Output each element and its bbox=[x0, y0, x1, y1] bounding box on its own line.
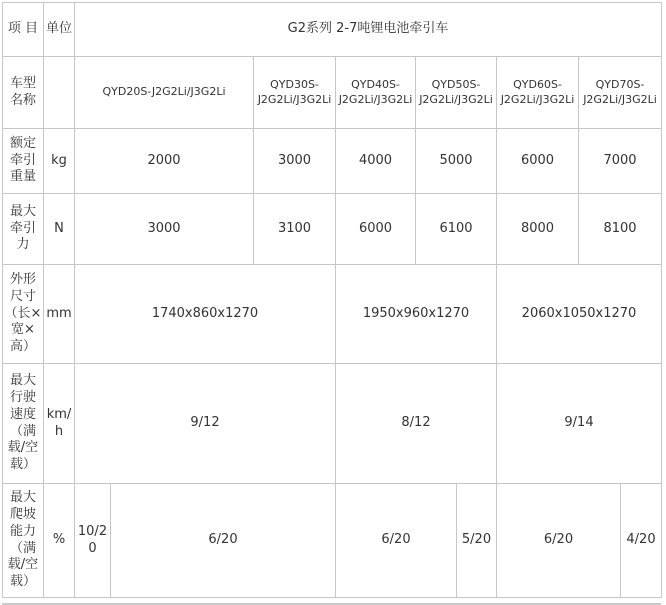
header-row bbox=[3, 3, 662, 57]
table-row-max-speed bbox=[3, 364, 662, 484]
row-unit: kg bbox=[44, 129, 75, 194]
model-name-cell: QYD50S-J2G2Li/J3G2Li bbox=[416, 57, 497, 129]
value-cell: 9/12 bbox=[75, 364, 336, 484]
series-title-cell: G2系列 2-7吨锂电池牵引车 bbox=[75, 3, 662, 57]
row-label: 车型名称 bbox=[3, 57, 44, 129]
value-cell: 2000 bbox=[75, 129, 254, 194]
value-cell: 1950x960x1270 bbox=[336, 265, 497, 364]
value-cell: 3000 bbox=[75, 194, 254, 265]
value-cell: 6/20 bbox=[497, 484, 621, 598]
row-label: 最大爬坡能力（满载/空载） bbox=[3, 484, 44, 598]
value-cell: 7000 bbox=[579, 129, 662, 194]
value-cell: 6000 bbox=[336, 194, 416, 265]
row-unit bbox=[44, 57, 75, 129]
model-name-cell: QYD40S-J2G2Li/J3G2Li bbox=[336, 57, 416, 129]
value-cell: 2060x1050x1270 bbox=[497, 265, 662, 364]
table-row-dimensions bbox=[3, 265, 662, 364]
row-unit: N bbox=[44, 194, 75, 265]
value-cell: 8/12 bbox=[336, 364, 497, 484]
model-name-cell: QYD20S-J2G2Li/J3G2Li bbox=[75, 57, 254, 129]
value-cell: 5000 bbox=[416, 129, 497, 194]
value-cell: 6/20 bbox=[111, 484, 336, 598]
value-cell: 6100 bbox=[416, 194, 497, 265]
value-cell: 5/20 bbox=[457, 484, 497, 598]
table-row-max-traction-force bbox=[3, 194, 662, 265]
spec-table bbox=[2, 2, 662, 598]
value-cell: 4/20 bbox=[621, 484, 662, 598]
table-row-rated-traction-weight bbox=[3, 129, 662, 194]
row-label: 外形尺寸（长×宽×高） bbox=[3, 265, 44, 364]
value-cell: 6000 bbox=[497, 129, 579, 194]
value-cell: 3000 bbox=[254, 129, 336, 194]
header-unit-cell: 单位 bbox=[44, 3, 75, 57]
value-cell: 8000 bbox=[497, 194, 579, 265]
value-cell: 9/14 bbox=[497, 364, 662, 484]
row-label: 最大行驶速度（满载/空载） bbox=[3, 364, 44, 484]
header-item-cell: 项 目 bbox=[3, 3, 44, 57]
row-label: 最大牵引力 bbox=[3, 194, 44, 265]
value-cell: 4000 bbox=[336, 129, 416, 194]
row-unit: % bbox=[44, 484, 75, 598]
value-cell: 6/20 bbox=[336, 484, 457, 598]
model-name-cell: QYD70S-J2G2Li/J3G2Li bbox=[579, 57, 662, 129]
model-name-cell: QYD30S-J2G2Li/J3G2Li bbox=[254, 57, 336, 129]
table-row-max-gradeability bbox=[3, 484, 662, 598]
value-cell: 10/20 bbox=[75, 484, 111, 598]
value-cell: 8100 bbox=[579, 194, 662, 265]
row-unit: km/h bbox=[44, 364, 75, 484]
row-unit: mm bbox=[44, 265, 75, 364]
value-cell: 3100 bbox=[254, 194, 336, 265]
model-name-cell: QYD60S-J2G2Li/J3G2Li bbox=[497, 57, 579, 129]
table-row-model-name bbox=[3, 57, 662, 129]
row-label: 额定牵引重量 bbox=[3, 129, 44, 194]
value-cell: 1740x860x1270 bbox=[75, 265, 336, 364]
